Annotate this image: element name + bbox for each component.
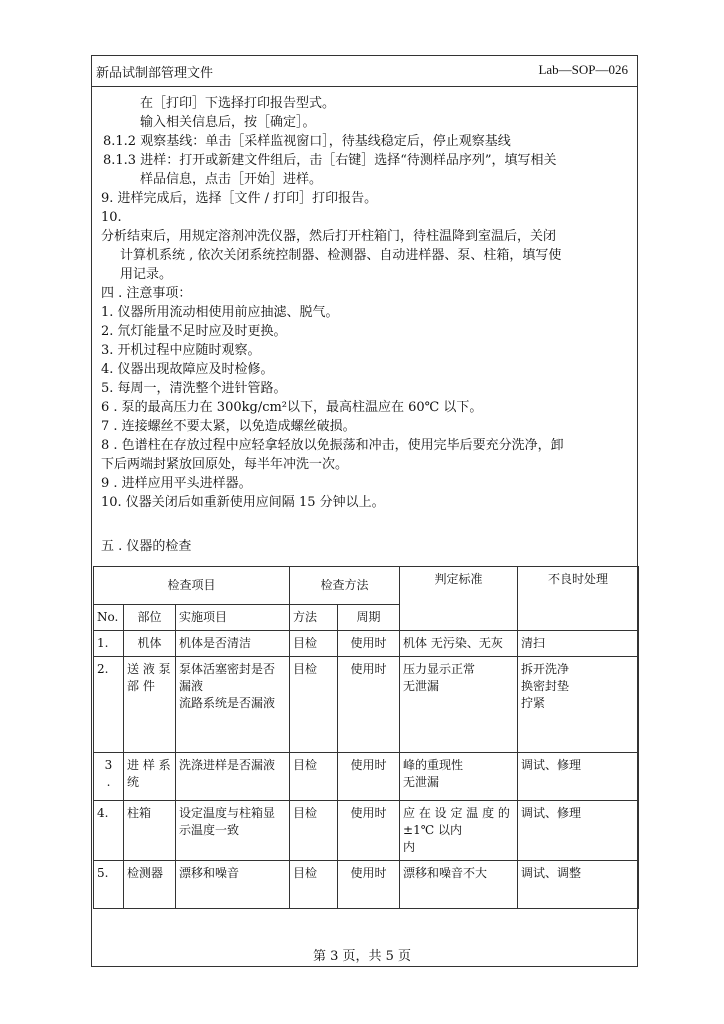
body-line: 8.1.2 观察基线：单击［采样监视窗口］，待基线稳定后，停止观察基线 bbox=[103, 134, 511, 149]
col-header-standard: 判定标准 bbox=[400, 567, 518, 631]
body-line: 2. 氘灯能量不足时应及时更换。 bbox=[101, 324, 287, 339]
body-line: 分析结束后，用规定溶剂冲洗仪器，然后打开柱箱门，待柱温降到室温后，关闭 bbox=[101, 229, 557, 244]
cell: 清扫 bbox=[518, 631, 639, 657]
table-row bbox=[94, 861, 639, 909]
cell: 5. bbox=[94, 861, 124, 909]
cell: 峰的重现性 无泄漏 bbox=[400, 753, 518, 801]
inspection-table bbox=[93, 566, 639, 909]
cell: 目检 bbox=[290, 657, 338, 753]
cell: 应 在 设 定 温 度 的 ±1℃ 以内 内 bbox=[400, 801, 518, 861]
cell: 2. bbox=[94, 657, 124, 753]
body-line: 4. 仪器出现故障应及时检修。 bbox=[101, 362, 274, 377]
page-header bbox=[96, 62, 628, 82]
body-line: 计算机系统 , 依次关闭系统控制器、检测器、自动进样器、泵、柱箱，填写使 bbox=[120, 248, 562, 263]
cell: 洗涤进样是否漏液 bbox=[176, 753, 290, 801]
cell: 设定温度与柱箱显示温度一致 bbox=[176, 801, 290, 861]
table-header-row bbox=[94, 567, 639, 605]
cell: 拆开洗净 换密封垫 拧紧 bbox=[518, 657, 639, 753]
body-line: 10. 仪器关闭后如重新使用应间隔 15 分钟以上。 bbox=[101, 495, 385, 510]
cell: 机体 bbox=[124, 631, 176, 657]
table-row bbox=[94, 753, 639, 801]
header-divider bbox=[91, 86, 638, 87]
cell: 调试、修理 bbox=[518, 801, 639, 861]
cell: 送 液 泵部 件 bbox=[124, 657, 176, 753]
cell: 使用时 bbox=[338, 801, 400, 861]
body-line: 输入相关信息后，按［确定］。 bbox=[140, 115, 316, 130]
cell: 漂移和噪音不大 bbox=[400, 861, 518, 909]
body-line: 1. 仪器所用流动相使用前应抽滤、脱气。 bbox=[101, 305, 339, 320]
cell: 目检 bbox=[290, 801, 338, 861]
body-line: 在［打印］下选择打印报告型式。 bbox=[140, 96, 336, 111]
cell: 调试、修理 bbox=[518, 753, 639, 801]
table-row bbox=[94, 801, 639, 861]
cell: 漂移和噪音 bbox=[176, 861, 290, 909]
col-header-handling: 不良时处理 bbox=[518, 567, 639, 631]
body-line: 用记录。 bbox=[120, 267, 173, 282]
cell: 目检 bbox=[290, 861, 338, 909]
col-header-part: 部位 bbox=[124, 605, 176, 631]
body-line: 8.1.3 进样：打开或新建文件组后，击［右键］选择“待测样品序列”，填写相关 bbox=[103, 153, 557, 168]
cell: 机体 无污染、无灰 bbox=[400, 631, 518, 657]
body-line: 3. 开机过程中应随时观察。 bbox=[101, 343, 261, 358]
cell: 3 . bbox=[94, 753, 124, 801]
cell: 调试、调整 bbox=[518, 861, 639, 909]
cell: 目检 bbox=[290, 753, 338, 801]
cell: 1. bbox=[94, 631, 124, 657]
body-line: 8 . 色谱柱在存放过程中应轻拿轻放以免振荡和冲击，使用完毕后要充分洗净，卸 bbox=[101, 438, 564, 453]
cell: 进 样 系统 bbox=[124, 753, 176, 801]
body-line: 9. 进样完成后，选择［文件 / 打印］打印报告。 bbox=[101, 191, 378, 206]
cell: 使用时 bbox=[338, 861, 400, 909]
body-line: 9 . 进样应用平头进样器。 bbox=[101, 476, 252, 491]
col-header-no: No. bbox=[94, 605, 124, 631]
table-row bbox=[94, 657, 639, 753]
cell: 泵体活塞密封是否漏液 流路系统是否漏液 bbox=[176, 657, 290, 753]
body-line: 6 . 泵的最高压力在 300kg/cm²以下，最高柱温应在 60℃ 以下。 bbox=[101, 400, 483, 415]
body-line: 7 . 连接螺丝不要太紧，以免造成螺丝破损。 bbox=[101, 419, 356, 434]
cell: 使用时 bbox=[338, 753, 400, 801]
col-header-item: 检查项目 bbox=[94, 567, 290, 605]
cell: 使用时 bbox=[338, 631, 400, 657]
header-title: 新品试制部管理文件 bbox=[96, 66, 214, 81]
section-heading: 五 . 仪器的检查 bbox=[101, 539, 192, 554]
cell: 压力显示正常 无泄漏 bbox=[400, 657, 518, 753]
body-line: 5. 每周一，清洗整个进针管路。 bbox=[101, 381, 287, 396]
page-footer: 第 3 页，共 5 页 bbox=[312, 949, 412, 964]
doc-code: Lab—SOP—026 bbox=[538, 62, 628, 77]
cell: 机体是否清洁 bbox=[176, 631, 290, 657]
cell: 柱箱 bbox=[124, 801, 176, 861]
cell: 目检 bbox=[290, 631, 338, 657]
body-line: 样品信息，点击［开始］进样。 bbox=[140, 172, 323, 187]
col-header-task: 实施项目 bbox=[176, 605, 290, 631]
col-header-method: 检查方法 bbox=[290, 567, 400, 605]
cell: 4. bbox=[94, 801, 124, 861]
body-line: 下后两端封紧放回原处，每半年冲洗一次。 bbox=[101, 457, 349, 472]
body-line: 10. bbox=[101, 210, 122, 225]
col-header-way: 方法 bbox=[290, 605, 338, 631]
cell: 检测器 bbox=[124, 861, 176, 909]
section-heading: 四 . 注意事项： bbox=[101, 286, 192, 301]
col-header-cycle: 周期 bbox=[338, 605, 400, 631]
cell: 使用时 bbox=[338, 657, 400, 753]
table-row bbox=[94, 631, 639, 657]
